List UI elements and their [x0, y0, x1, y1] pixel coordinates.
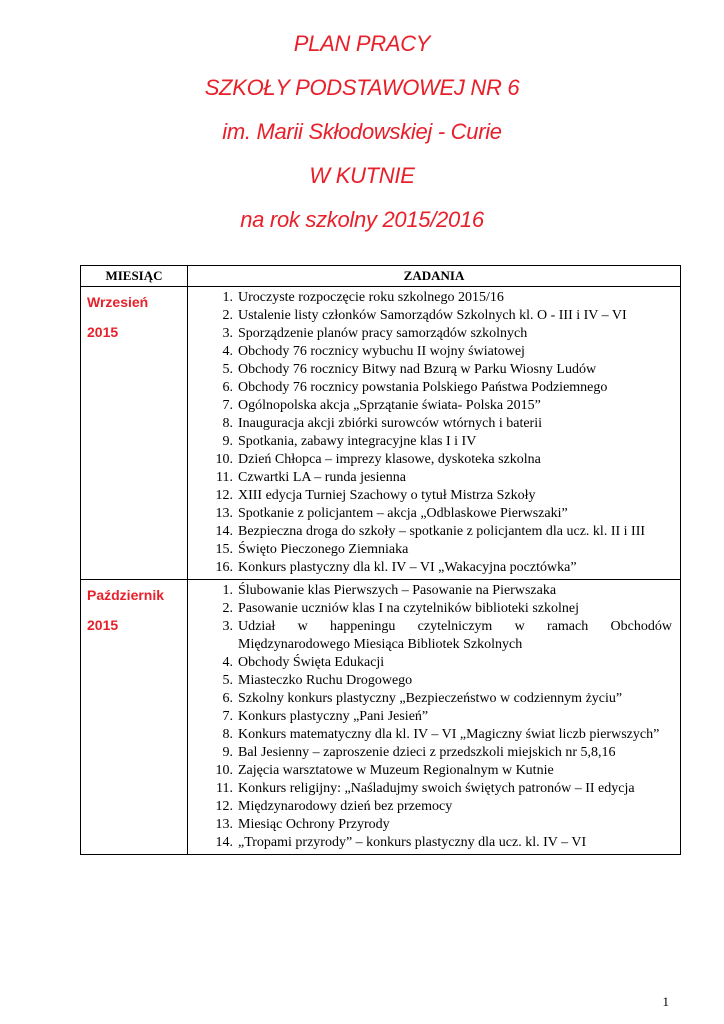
tasks-cell [188, 580, 681, 855]
task-text: Obchody 76 rocznicy powstania Polskiego Państwa Podziemnego [238, 380, 608, 395]
title-line-4: W KUTNIE [309, 163, 415, 188]
list-item [188, 307, 672, 325]
task-number: 13. [215, 817, 233, 832]
task-text: Bezpieczna droga do szkoły – spotkanie z policjantem dla ucz. kl. II i III [238, 524, 646, 539]
list-item [188, 397, 672, 415]
task-text: Pasowanie uczniów klas I na czytelników biblioteki szkolnej [238, 601, 579, 616]
list-item [188, 469, 672, 487]
task-text: Bal Jesienny – zaproszenie dzieci z przedszkoli miejskich nr 5,8,16 [238, 745, 616, 760]
task-text: Konkurs plastyczny „Pani Jesień” [238, 709, 429, 724]
task-number: 10. [215, 763, 233, 778]
task-text: „Tropami przyrody” – konkurs plastyczny dla ucz. kl. IV – VI [238, 835, 587, 850]
list-item [188, 618, 672, 654]
list-item [188, 451, 672, 469]
task-number: 12. [215, 799, 233, 814]
task-text: Obchody 76 rocznicy wybuchu II wojny światowej [238, 344, 525, 359]
month-name: Wrzesień [87, 294, 149, 310]
task-text: Ogólnopolska akcja „Sprzątanie świata- Polska 2015” [238, 398, 541, 413]
list-item [188, 582, 672, 600]
task-number: 1. [222, 583, 233, 598]
task-text: Sporządzenie planów pracy samorządów szkolnych [238, 326, 528, 341]
task-number: 7. [222, 709, 233, 724]
task-text: Spotkania, zabawy integracyjne klas I i IV [238, 434, 477, 449]
list-item [188, 726, 672, 744]
header-month: MIESIĄC [81, 266, 188, 287]
title-line-2: SZKOŁY PODSTAWOWEJ NR 6 [204, 75, 520, 100]
task-text: Zajęcia warsztatowe w Muzeum Regionalnym w Kutnie [238, 763, 554, 778]
header-tasks: ZADANIA [188, 266, 681, 287]
list-item [188, 361, 672, 379]
list-item [188, 654, 672, 672]
list-item [188, 523, 672, 541]
table-header-row [81, 266, 681, 287]
list-item [188, 798, 672, 816]
task-number: 10. [215, 452, 233, 467]
task-number: 4. [222, 655, 233, 670]
task-text: Obchody Święta Edukacji [238, 655, 385, 670]
task-text: Udział w happeningu czytelniczym w ramach Obchodów Międzynarodowego Miesiąca Bibliotek Szkolnych [238, 619, 672, 652]
task-text: Spotkanie z policjantem – akcja „Odblaskowe Pierwszaki” [238, 506, 568, 521]
task-number: 2. [222, 601, 233, 616]
task-text: Ślubowanie klas Pierwszych – Pasowanie na Pierwszaka [238, 583, 557, 598]
task-text: Dzień Chłopca – imprezy klasowe, dyskoteka szkolna [238, 452, 541, 467]
list-item [188, 415, 672, 433]
task-number: 14. [215, 524, 233, 539]
list-item [188, 289, 672, 307]
task-text: Uroczyste rozpoczęcie roku szkolnego 2015/16 [238, 290, 504, 305]
task-number: 8. [222, 727, 233, 742]
task-number: 16. [215, 560, 233, 575]
plan-table [80, 265, 681, 855]
list-item [188, 600, 672, 618]
task-text: Ustalenie listy członków Samorządów Szkolnych kl. O - III i IV – VI [238, 308, 627, 323]
task-number: 14. [215, 835, 233, 850]
month-cell [81, 287, 188, 580]
list-item [188, 690, 672, 708]
page-number: 1 [662, 994, 669, 1009]
task-number: 12. [215, 488, 233, 503]
list-item [188, 816, 672, 834]
task-text: Konkurs religijny: „Naśladujmy swoich świętych patronów – II edycja [238, 781, 635, 796]
task-text: Inauguracja akcji zbiórki surowców wtórnych i baterii [238, 416, 543, 431]
task-number: 11. [216, 470, 233, 485]
document-title [0, 30, 724, 250]
list-item [188, 325, 672, 343]
list-item [188, 708, 672, 726]
task-number: 1. [222, 290, 233, 305]
task-text: Święto Pieczonego Ziemniaka [238, 542, 409, 557]
task-number: 4. [222, 344, 233, 359]
month-year: 2015 [87, 324, 119, 340]
task-text: Konkurs plastyczny dla kl. IV – VI „Wakacyjna pocztówka” [238, 560, 577, 575]
title-line-1: PLAN PRACY [293, 31, 431, 56]
list-item [188, 487, 672, 505]
tasks-cell [188, 287, 681, 580]
list-item [188, 672, 672, 690]
list-item [188, 505, 672, 523]
list-item [188, 559, 672, 577]
task-number: 5. [222, 362, 233, 377]
month-name: Październik [87, 587, 165, 603]
task-list [188, 580, 680, 854]
task-text: Międzynarodowy dzień bez przemocy [238, 799, 453, 814]
list-item [188, 744, 672, 762]
task-number: 3. [222, 619, 233, 634]
task-number: 9. [222, 745, 233, 760]
task-number: 6. [222, 380, 233, 395]
task-text: Czwartki LA – runda jesienna [238, 470, 406, 485]
month-cell [81, 580, 188, 855]
list-item [188, 433, 672, 451]
task-number: 15. [215, 542, 233, 557]
task-number: 2. [222, 308, 233, 323]
task-text: XIII edycja Turniej Szachowy o tytuł Mistrza Szkoły [238, 488, 536, 503]
table-row [81, 580, 681, 855]
list-item [188, 834, 672, 852]
list-item [188, 343, 672, 361]
task-text: Szkolny konkurs plastyczny „Bezpieczeństwo w codziennym życiu” [238, 691, 623, 706]
list-item [188, 379, 672, 397]
task-number: 8. [222, 416, 233, 431]
task-text: Miesiąc Ochrony Przyrody [238, 817, 390, 832]
task-number: 11. [216, 781, 233, 796]
task-list [188, 287, 680, 579]
task-number: 3. [222, 326, 233, 341]
task-text: Miasteczko Ruchu Drogowego [238, 673, 413, 688]
title-line-3: im. Marii Skłodowskiej - Curie [222, 119, 502, 144]
task-number: 9. [222, 434, 233, 449]
list-item [188, 541, 672, 559]
month-year: 2015 [87, 617, 119, 633]
task-text: Konkurs matematyczny dla kl. IV – VI „Magiczny świat liczb pierwszych” [238, 727, 660, 742]
plan-table-body [81, 287, 681, 855]
table-row [81, 287, 681, 580]
title-line-5: na rok szkolny 2015/2016 [240, 207, 484, 232]
task-number: 6. [222, 691, 233, 706]
task-number: 13. [215, 506, 233, 521]
task-number: 7. [222, 398, 233, 413]
list-item [188, 780, 672, 798]
list-item [188, 762, 672, 780]
task-number: 5. [222, 673, 233, 688]
task-text: Obchody 76 rocznicy Bitwy nad Bzurą w Parku Wiosny Ludów [238, 362, 597, 377]
